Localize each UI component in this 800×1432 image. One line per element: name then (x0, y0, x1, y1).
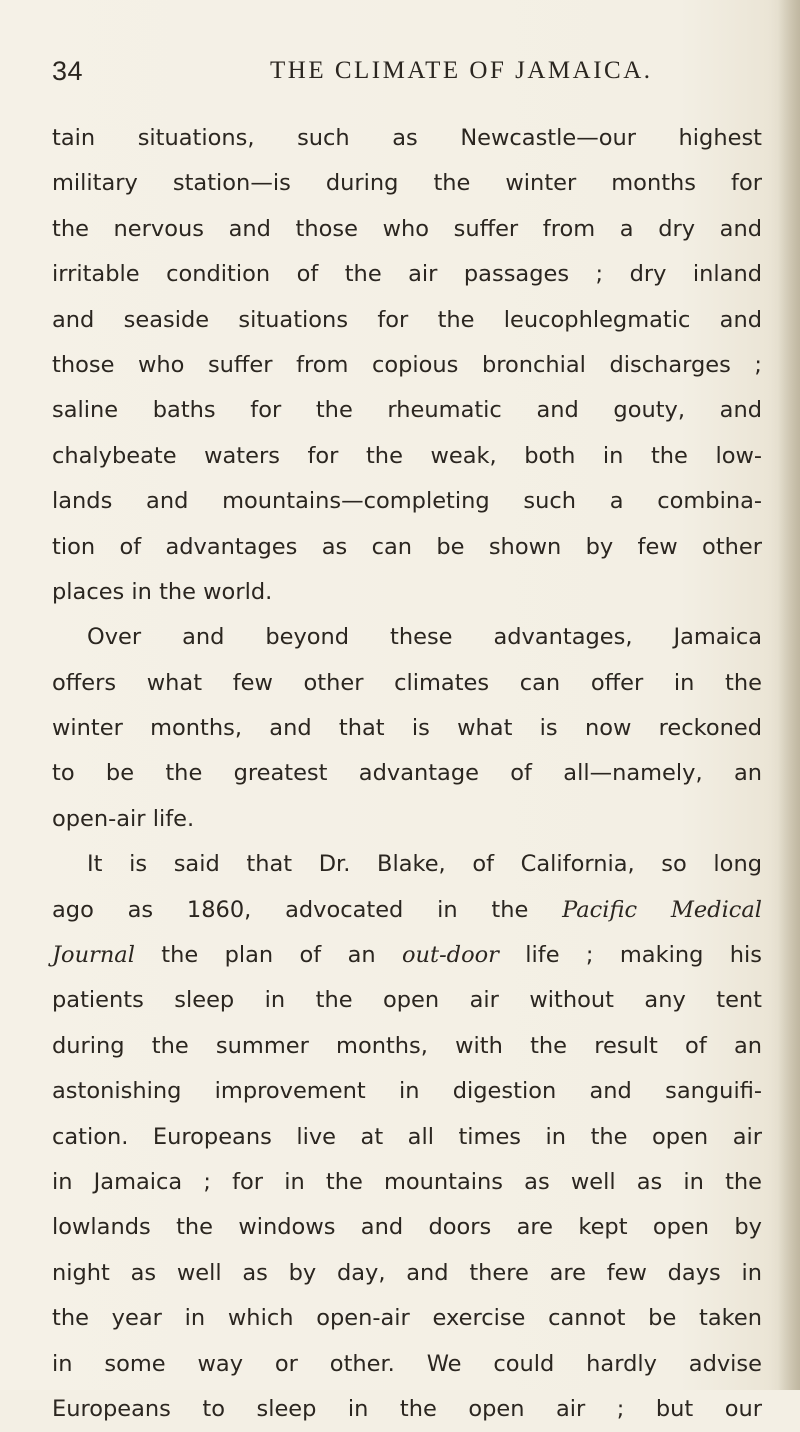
text-line-21 (52, 1024, 762, 1069)
page-header (52, 56, 752, 92)
text-line-8 (52, 434, 762, 479)
text-segment: to be the greatest advantage of all—namely, an (52, 760, 762, 787)
text-segment: during the summer months, with the result of an (52, 1032, 762, 1059)
text-line-3 (52, 207, 762, 252)
text-segment: chalybeate waters for the weak, both in the low- (52, 442, 762, 469)
text-line-14 (52, 706, 762, 751)
text-segment: the plan of an (134, 942, 402, 969)
text-segment: open-air life. (52, 805, 195, 832)
text-line-25 (52, 1205, 762, 1250)
text-segment: It is said that Dr. Blake, of California, so long (87, 851, 762, 878)
italic-title-segment: Journal (52, 942, 135, 969)
body-text (52, 116, 762, 1432)
running-title: THE CLIMATE OF JAMAICA. (270, 57, 653, 84)
text-segment: and seaside situations for the leucophlegmatic and (52, 306, 762, 333)
text-segment: places in the world. (52, 578, 273, 605)
page-edge-shadow (778, 0, 800, 1390)
text-segment: in Jamaica ; for in the mountains as well as in the (52, 1168, 762, 1195)
text-segment: life ; making his (498, 942, 762, 969)
text-line-10 (52, 525, 762, 570)
text-line-5 (52, 298, 762, 343)
text-line-28 (52, 1342, 762, 1387)
text-segment: winter months, and that is what is now reckoned (52, 715, 762, 742)
text-segment: Over and beyond these advantages, Jamaica (87, 624, 762, 651)
text-segment: night as well as by day, and there are few days in (52, 1259, 762, 1286)
text-segment: lands and mountains—completing such a combina- (52, 488, 762, 515)
text-line-29 (52, 1387, 762, 1432)
text-segment: offers what few other climates can offer in the (52, 669, 762, 696)
text-segment: tain situations, such as Newcastle—our highest (52, 125, 762, 151)
text-segment: saline baths for the rheumatic and gouty, and (52, 397, 762, 424)
text-line-7 (52, 388, 762, 433)
text-segment: cation. Europeans live at all times in the open air (52, 1123, 762, 1150)
text-segment: lowlands the windows and doors are kept open by (52, 1214, 762, 1241)
text-segment: in some way or other. We could hardly advise (52, 1350, 762, 1377)
text-segment: military station—is during the winter months for (52, 170, 762, 197)
text-line-19 (52, 933, 762, 978)
text-segment: astonishing improvement in digestion and sanguifi- (52, 1078, 762, 1105)
text-line-18 (52, 888, 762, 933)
italic-title-segment: Pacific Medical (562, 896, 762, 923)
text-line-12 (52, 615, 762, 660)
text-segment: those who suffer from copious bronchial discharges ; (52, 351, 762, 378)
page-number: 34 (52, 56, 84, 86)
text-line-2 (52, 161, 762, 206)
text-segment: irritable condition of the air passages ; dry inland (52, 261, 762, 288)
text-segment: patients sleep in the open air without any tent (52, 987, 762, 1014)
text-line-11 (52, 570, 762, 615)
text-line-26 (52, 1251, 762, 1296)
italic-emphasis-segment: out-door (401, 942, 499, 969)
text-segment: tion of advantages as can be shown by few other (52, 533, 762, 560)
text-segment: the nervous and those who suffer from a dry and (52, 215, 762, 242)
text-line-15 (52, 751, 762, 796)
text-line-9 (52, 479, 762, 524)
text-segment: ago as 1860, advocated in the (52, 896, 563, 923)
text-line-4 (52, 252, 762, 297)
text-segment: the year in which open-air exercise cannot be taken (52, 1305, 762, 1332)
text-line-23 (52, 1115, 762, 1160)
text-line-16 (52, 797, 762, 842)
text-line-22 (52, 1069, 762, 1114)
text-line-1 (52, 116, 762, 161)
text-line-24 (52, 1160, 762, 1205)
text-line-13 (52, 661, 762, 706)
text-line-17 (52, 842, 762, 887)
text-line-6 (52, 343, 762, 388)
text-line-20 (52, 978, 762, 1023)
text-segment: Europeans to sleep in the open air ; but our (52, 1395, 762, 1422)
text-line-27 (52, 1296, 762, 1341)
